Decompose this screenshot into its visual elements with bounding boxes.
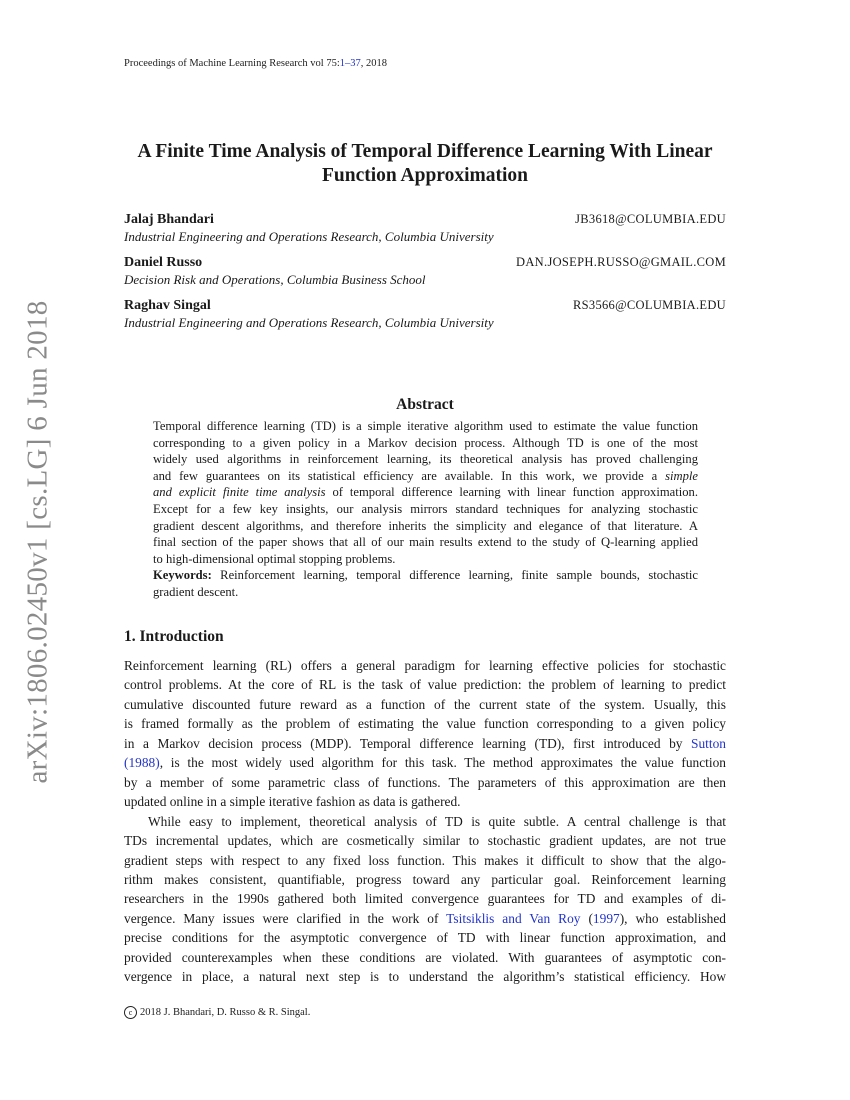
- arxiv-stamp: arXiv:1806.02450v1 [cs.LG] 6 Jun 2018: [21, 300, 54, 784]
- body-line: gradient steps with respect to any fixed loss function. This makes it difficult to show that the algo-: [124, 852, 726, 868]
- body-line: While easy to implement, theoretical analysis of TD is quite subtle. A central challenge is that: [148, 813, 726, 829]
- body-line: researchers in the 1990s gathered both limited convergence guarantees for TD and examples of di-: [124, 891, 726, 907]
- abstract-line: [153, 468, 698, 485]
- paper-title: [110, 140, 740, 188]
- body-text: , who established: [624, 910, 727, 926]
- citation-link[interactable]: Sutton: [691, 735, 726, 751]
- citation-link[interactable]: 1997: [592, 910, 620, 926]
- citation-link[interactable]: Tsitsiklis and Van Roy: [446, 910, 581, 926]
- author-block: [124, 254, 726, 288]
- author-name: Jalaj Bhandari: [124, 212, 214, 227]
- abstract-emphasis: simple: [665, 468, 698, 483]
- author-affiliation: Decision Risk and Operations, Columbia Business School: [124, 272, 426, 287]
- body-line: vergence. Many issues were clarified in the work of Tsitsiklis and Van Roy (1997), who established: [124, 910, 727, 926]
- body-text: vergence. Many issues were clarified in the work of: [124, 910, 439, 926]
- abstract-line: widely used algorithms in reinforcement learning, its theoretical analysis has proved challenging: [153, 452, 698, 467]
- author-affiliation: Industrial Engineering and Operations Research, Columbia University: [124, 229, 494, 244]
- copyright-footer: [124, 1006, 310, 1019]
- author-email: RS3566@COLUMBIA.EDU: [573, 298, 726, 312]
- body-line: precise conditions for the asymptotic convergence of TD with linear function approximation, and: [124, 930, 726, 946]
- abstract-line: to high-dimensional optimal stopping problems.: [153, 551, 396, 566]
- body-line: rithm makes consistent, quantifiable, progress toward any particular goal. Reinforcement learning: [124, 871, 726, 887]
- body-line: updated online in a simple iterative fashion as data is gathered.: [124, 794, 461, 810]
- abstract-emphasis: and explicit finite time analysis: [153, 485, 326, 500]
- pages-link[interactable]: 1–37: [339, 58, 361, 69]
- body-line: vergence in place, a natural next step is to understand the algorithm’s statistical efficiency. How: [124, 969, 726, 985]
- author-affiliation: Industrial Engineering and Operations Research, Columbia University: [124, 315, 494, 330]
- copyright-icon: c: [124, 1006, 137, 1019]
- introduction-body: [124, 656, 726, 987]
- body-line: provided counterexamples when these conditions are violated. With guarantees of asymptotic con-: [124, 949, 726, 965]
- author-email: DAN.JOSEPH.RUSSO@GMAIL.COM: [516, 255, 726, 269]
- body-line: cumulative discounted future reward as a function of the current state of the system. Usually, this: [124, 696, 726, 712]
- body-text: , is the most widely used algorithm for this task. The method approximates the value function: [159, 755, 726, 771]
- keywords-line: [153, 567, 698, 584]
- running-header: [124, 58, 387, 69]
- footer-text: 2018 J. Bhandari, D. Russo & R. Singal.: [140, 1006, 311, 1018]
- journal-suffix: , 2018: [360, 58, 388, 69]
- keywords-line: gradient descent.: [153, 584, 239, 599]
- keywords-label: Keywords:: [153, 568, 212, 583]
- author-block: [124, 297, 726, 331]
- abstract-body: [153, 418, 698, 601]
- body-text: in a Markov decision process (MDP). Temporal difference learning (TD), first introduced by: [124, 735, 683, 751]
- title-line: A Finite Time Analysis of Temporal Difference Learning With Linear: [137, 141, 713, 162]
- citation-link[interactable]: (1988): [124, 755, 160, 771]
- author-email: JB3618@COLUMBIA.EDU: [575, 212, 726, 226]
- author-block: [124, 211, 726, 245]
- abstract-line: final section of the paper shows that all of our main results extend to the study of Q-learning applied: [153, 535, 698, 550]
- abstract-heading: Abstract: [396, 396, 454, 413]
- abstract-line: Temporal difference learning (TD) is a simple iterative algorithm used to estimate the value function: [153, 419, 698, 433]
- abstract-text: of temporal difference learning with linear function approximation.: [332, 485, 698, 500]
- body-line: by a member of some parametric class of functions. The parameters of this approximation are then: [124, 774, 726, 790]
- journal-prefix: Proceedings of Machine Learning Research vol 75:: [124, 58, 340, 69]
- body-line: [124, 753, 726, 772]
- author-name: Raghav Singal: [124, 298, 211, 313]
- body-line: control problems. At the core of RL is the task of value prediction: the problem of learning to predict: [124, 677, 726, 693]
- author-name: Daniel Russo: [124, 255, 203, 270]
- abstract-line: gradient descent algorithms, and therefore inherits the simplicity and elegance of that literature. A: [153, 518, 698, 533]
- title-line: Function Approximation: [321, 165, 529, 186]
- section-heading: 1. Introduction: [124, 628, 224, 645]
- body-line: is framed formally as the problem of estimating the value function corresponding to a given policy: [124, 716, 726, 732]
- abstract-line: Except for a few key insights, our analysis mirrors standard techniques for analyzing stochastic: [153, 501, 698, 516]
- body-line: [124, 734, 726, 753]
- body-line: TDs incremental updates, which are cosmetically similar to stochastic gradient updates, are not true: [124, 833, 726, 849]
- body-line: Reinforcement learning (RL) offers a general paradigm for learning effective policies for stochastic: [124, 658, 726, 673]
- abstract-line: corresponding to a given policy in a Markov decision process. Although TD is one of the most: [153, 435, 698, 450]
- abstract-text: and few guarantees on its statistical efficiency are available. In this work, we provide a: [153, 468, 658, 483]
- abstract-line: [153, 484, 698, 501]
- keywords-text: Reinforcement learning, temporal difference learning, finite sample bounds, stochastic: [220, 568, 698, 583]
